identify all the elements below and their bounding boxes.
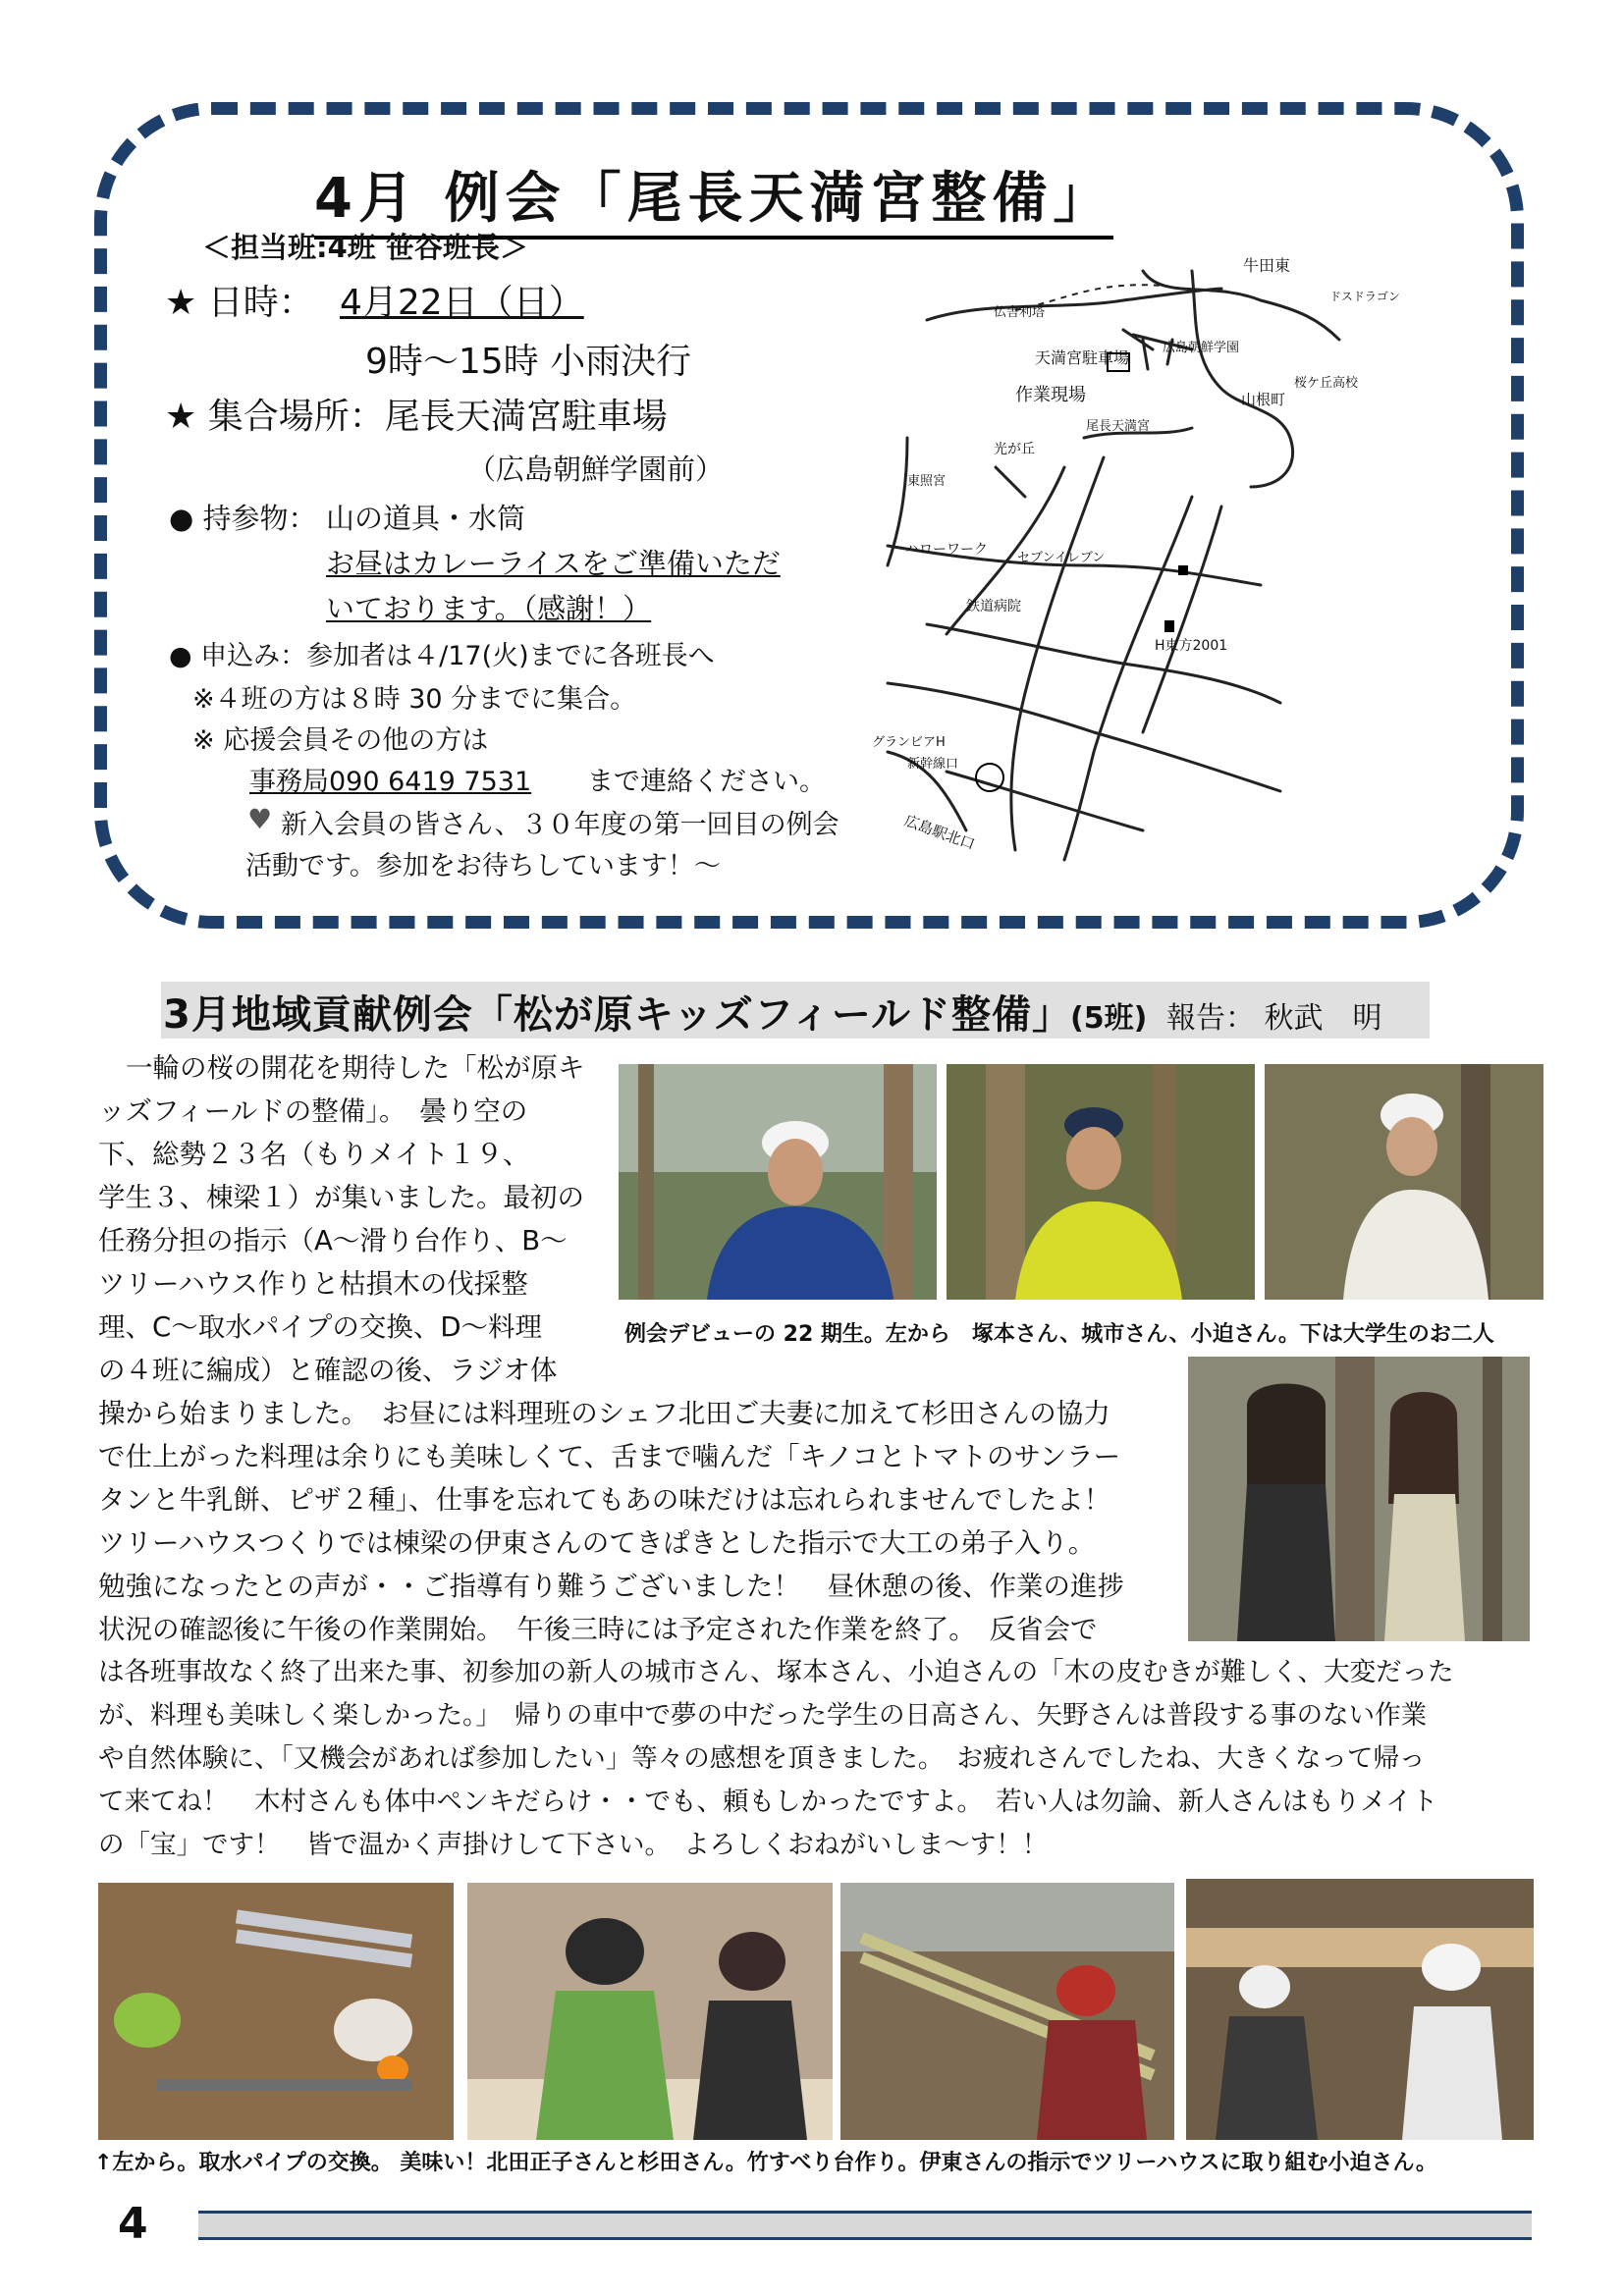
body-line: タンと牛乳餅、ピザ２種」、仕事を忘れてもあの味だけは忘れられませんでしたよ！ <box>98 1484 1111 1516</box>
body-line: で仕上がった料理は余りにも美味しくて、舌まで噛んだ「キノコとトマトのサンラー <box>98 1441 1121 1472</box>
body-line: 勉強になったとの声が・・ご指導有り難うございました！ 昼休憩の後、作業の進捗 <box>98 1571 1124 1602</box>
lunch-line-1: お昼はカレーライスをご準備いただ <box>326 547 781 580</box>
welcome-line-2: 活動です。参加をお待ちしています！〜 <box>245 851 721 881</box>
contact-phone: 事務局090 6419 7531 <box>249 767 532 797</box>
photo-students <box>1188 1357 1530 1641</box>
time-value: 9時〜15時 小雨決行 <box>365 342 692 382</box>
map-label: 仏舎利塔 <box>994 305 1046 320</box>
map-label: ハローワーク <box>905 542 988 558</box>
body-line: 操から始まりました。 お昼には料理班のシェフ北田ご夫妻に加えて杉田さんの協力 <box>98 1398 1110 1429</box>
body-line: 一輪の桜の開花を期待した「松が原キ <box>126 1052 585 1084</box>
meeting-place: ★ 集合場所：尾長天満宮駐車場 <box>165 397 668 437</box>
lunch-line-2: いております。（感謝！） <box>326 592 652 625</box>
map-label: 桜ケ丘高校 <box>1294 376 1359 391</box>
photo-pipe-exchange <box>98 1883 454 2140</box>
map-label: 作業現場 <box>1015 385 1086 405</box>
map-label: セブンイレブン <box>1017 551 1106 565</box>
body-line: ッズフィールドの整備」。 曇り空の <box>98 1095 528 1127</box>
body-line: ツリーハウスつくりでは棟梁の伊東さんのてきぱきとした指示で大工の弟子入り。 <box>98 1527 1096 1559</box>
body-column-b <box>98 1392 1124 1651</box>
map-label: 東照宮 <box>907 474 947 489</box>
map-label: グランビアH <box>872 735 946 750</box>
contact-tail: まで連絡ください。 <box>587 767 826 797</box>
apply-line: ● 申込み：参加者は４/17(火)までに各班長へ <box>169 641 715 671</box>
body-line: の「宝」です！ 皆で温かく声掛けして下さい。 よろしくおねがいしま〜す！！ <box>98 1830 1049 1860</box>
date-label: ★ 日時： <box>165 283 314 323</box>
map-label: 尾長天満宮 <box>1086 419 1151 434</box>
notice-group: ＜担当班:4班 笹谷班長＞ <box>202 231 528 264</box>
report-group: (5班) <box>1070 1001 1148 1036</box>
caption-top-photos: 例会デビューの 22 期生。左から 塚本さん、城市さん、小迫さん。下は大学生のお二人 <box>624 1322 1494 1347</box>
page-number: 4 <box>118 2199 148 2249</box>
report-author: 報告： 秋武 明 <box>1166 1001 1382 1036</box>
map-label: 光が丘 <box>994 442 1035 457</box>
access-map <box>868 241 1457 866</box>
photo-member-kosako <box>1265 1064 1543 1300</box>
photo-cooking <box>467 1883 833 2140</box>
footer-bar <box>198 2211 1532 2240</box>
body-line: て来てね！ 木村さんも体中ペンキだらけ・・でも、頼もしかったですよ。 若い人は勿論、新人さんはもりメイト <box>98 1787 1438 1817</box>
map-label: 鉄道病院 <box>966 599 1021 614</box>
photo-treehouse <box>1186 1879 1534 2140</box>
bring-items: 山の道具・水筒 <box>326 502 526 535</box>
body-line: 理、C〜取水パイプの交換、D〜料理 <box>98 1311 543 1343</box>
body-line: 状況の確認後に午後の作業開始。 午後三時には予定された作業を終了。 反省会で <box>98 1614 1098 1645</box>
place-note: （広島朝鮮学園前） <box>467 453 725 486</box>
map-label: 新幹線口 <box>907 757 959 772</box>
body-line: 下、総勢２３名（もりメイト１９、 <box>98 1139 530 1170</box>
body-line: 任務分担の指示（A〜滑り台作り、B〜 <box>98 1225 568 1256</box>
bring-label: ● 持参物： <box>169 502 317 535</box>
map-label: 天満宮駐車場 <box>1035 348 1130 367</box>
body-line: や自然体験に、「又機会があれば参加したい」等々の感想を頂きました。 お疲れさんでしたね、大きくなって帰っ <box>98 1743 1426 1774</box>
date-value: 4月22日（日） <box>340 283 584 323</box>
report-title: 3月地域貢献例会「松が原キッズフィールド整備」 <box>163 992 1073 1038</box>
map-label: H東方2001 <box>1155 638 1228 654</box>
map-label: ドスドラゴン <box>1329 290 1400 303</box>
map-label: 広島駅北口 <box>901 811 978 854</box>
body-line: 学生３、棟梁１）が集いました。最初の <box>98 1182 584 1213</box>
body-line: は各班事故なく終了出来た事、初参加の新人の城市さん、塚本さん、小迫さんの「木の皮むきが難しく、大変だった <box>98 1657 1454 1687</box>
note-line-1: ※４班の方は８時 30 分までに集合。 <box>192 684 637 715</box>
photo-member-tsukamoto <box>619 1064 937 1300</box>
body-column-c <box>98 1651 1454 1867</box>
body-line: が、料理も美味しく楽しかった。」 帰りの車中で夢の中だった学生の日高さん、矢野さんは普段する事のない作業 <box>98 1700 1428 1731</box>
welcome-line-1: 新入会員の皆さん、３０年度の第一回目の例会 <box>281 810 839 840</box>
body-column-a <box>98 1046 585 1392</box>
map-label: 広島朝鮮学園 <box>1163 341 1240 355</box>
map-label: 牛田東 <box>1243 256 1291 275</box>
photo-bamboo-slide <box>840 1883 1174 2140</box>
body-line: ツリーハウス作りと枯損木の伐採整 <box>98 1268 528 1300</box>
caption-bottom-photos: ↑左から。取水パイプの交換。 美味い！北田正子さんと杉田さん。竹すべり台作り。伊東さんの指示でツリーハウスに取り組む小迫さん。 <box>94 2151 1437 2175</box>
photo-member-joichi <box>947 1064 1255 1300</box>
note-line-2: ※ 応援会員その他の方は <box>192 725 489 756</box>
heart-icon: ♥ <box>247 803 273 835</box>
notice-title: 4月 例会「尾長天満宮整備」 <box>314 155 1113 240</box>
map-label: 山根町 <box>1241 391 1286 408</box>
body-line: の４班に編成）と確認の後、ラジオ体 <box>98 1355 558 1386</box>
